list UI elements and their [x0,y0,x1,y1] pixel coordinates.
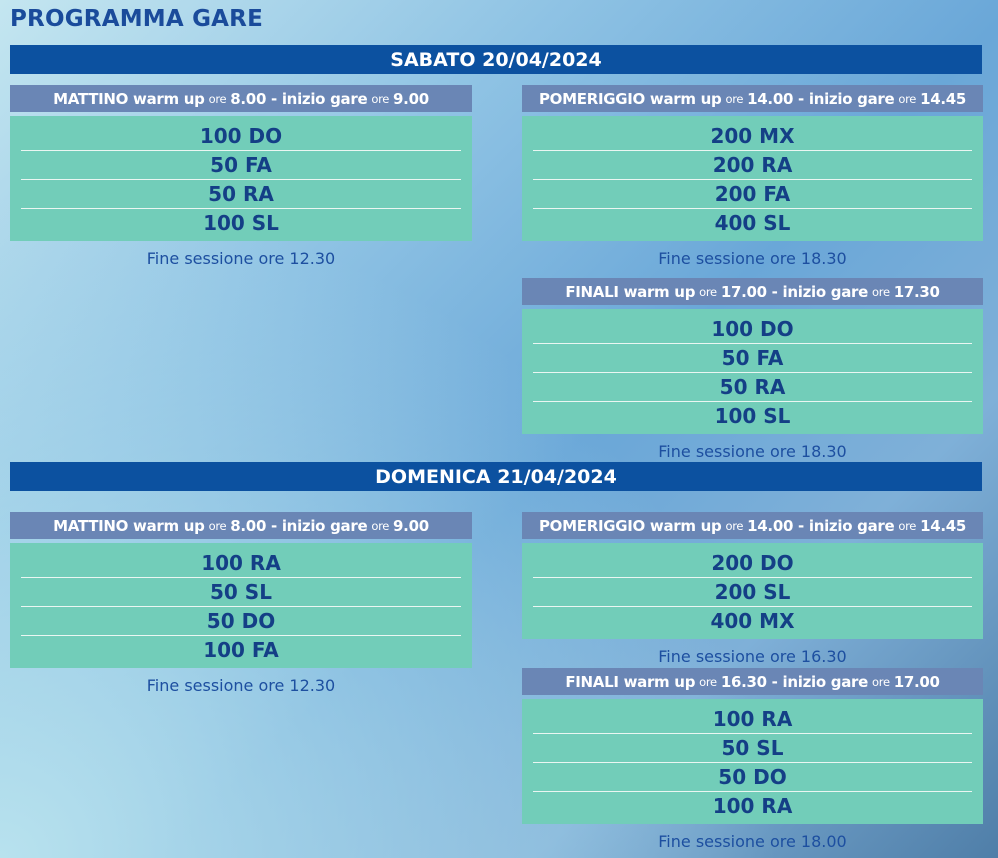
session-header [522,85,983,112]
event-item: 200 SL [533,578,972,607]
start-time: 17.30 [893,282,940,301]
start-time: 9.00 [393,89,429,108]
event-item: 100 RA [533,705,972,734]
session-header [522,668,983,695]
session-mattino-day2 [10,512,472,695]
event-item: 50 FA [533,344,972,373]
event-item: 200 FA [533,180,972,209]
session-pomeriggio-day2 [522,512,983,666]
warmup-time: 8.00 - inizio gare [230,516,368,535]
session-name: FINALI warm up [565,282,696,301]
session-end-time: Fine sessione ore 18.00 [658,832,847,851]
event-item: 100 DO [21,122,461,151]
ore-label: ore [699,674,717,689]
ore-label: ore [208,91,227,106]
start-time: 14.45 [920,516,967,535]
event-item: 200 DO [533,549,972,578]
session-name: POMERIGGIO warm up [538,516,722,535]
session-finali-day2 [522,668,983,851]
events-list [10,116,472,241]
warmup-time: 14.00 - inizio gare [747,89,895,108]
events-list [522,699,983,824]
session-name: MATTINO warm up [53,89,205,108]
session-end-time: Fine sessione ore 12.30 [146,249,336,268]
warmup-time: 17.00 - inizio gare [720,282,869,301]
session-end-time: Fine sessione ore 18.30 [658,442,847,461]
ore-label: ore [898,518,917,533]
ore-label: ore [725,518,744,533]
event-item: 50 SL [533,734,972,763]
event-item: 50 DO [21,607,461,636]
event-item: 200 RA [533,151,972,180]
events-list [10,543,472,668]
event-item: 400 SL [714,211,791,235]
event-item: 100 RA [712,794,793,818]
day-header-sunday: DOMENICA 21/04/2024 [10,462,982,491]
event-item: 100 SL [714,404,791,428]
page-title: PROGRAMMA GARE [10,6,263,32]
event-item: 400 MX [710,609,795,633]
session-header [522,512,983,539]
session-header [10,512,472,539]
session-name: MATTINO warm up [53,516,205,535]
ore-label: ore [371,518,390,533]
ore-label: ore [872,674,890,689]
session-name: FINALI warm up [565,672,696,691]
start-time: 9.00 [393,516,429,535]
session-end-time: Fine sessione ore 12.30 [146,676,336,695]
ore-label: ore [699,284,717,299]
ore-label: ore [208,518,227,533]
warmup-time: 14.00 - inizio gare [747,516,895,535]
session-header [522,278,983,305]
day-header-saturday: SABATO 20/04/2024 [10,45,982,74]
events-list [522,309,983,434]
session-pomeriggio-day1 [522,85,983,268]
start-time: 14.45 [920,89,967,108]
ore-label: ore [371,91,390,106]
event-item: 100 DO [533,315,972,344]
warmup-time: 8.00 - inizio gare [230,89,368,108]
session-mattino-day1 [10,85,472,268]
session-header [10,85,472,112]
event-item: 100 RA [21,549,461,578]
event-item: 50 SL [21,578,461,607]
events-list [522,116,983,241]
start-time: 17.00 [893,672,940,691]
event-item: 100 FA [203,638,279,662]
session-finali-day1 [522,278,983,461]
event-item: 50 FA [21,151,461,180]
session-end-time: Fine sessione ore 18.30 [658,249,847,268]
event-item: 50 RA [533,373,972,402]
event-item: 50 RA [21,180,461,209]
warmup-time: 16.30 - inizio gare [720,672,869,691]
ore-label: ore [898,91,917,106]
event-item: 100 SL [203,211,279,235]
session-name: POMERIGGIO warm up [538,89,722,108]
ore-label: ore [725,91,744,106]
event-item: 50 DO [533,763,972,792]
ore-label: ore [872,284,890,299]
events-list [522,543,983,639]
session-end-time: Fine sessione ore 16.30 [658,647,847,666]
event-item: 200 MX [533,122,972,151]
